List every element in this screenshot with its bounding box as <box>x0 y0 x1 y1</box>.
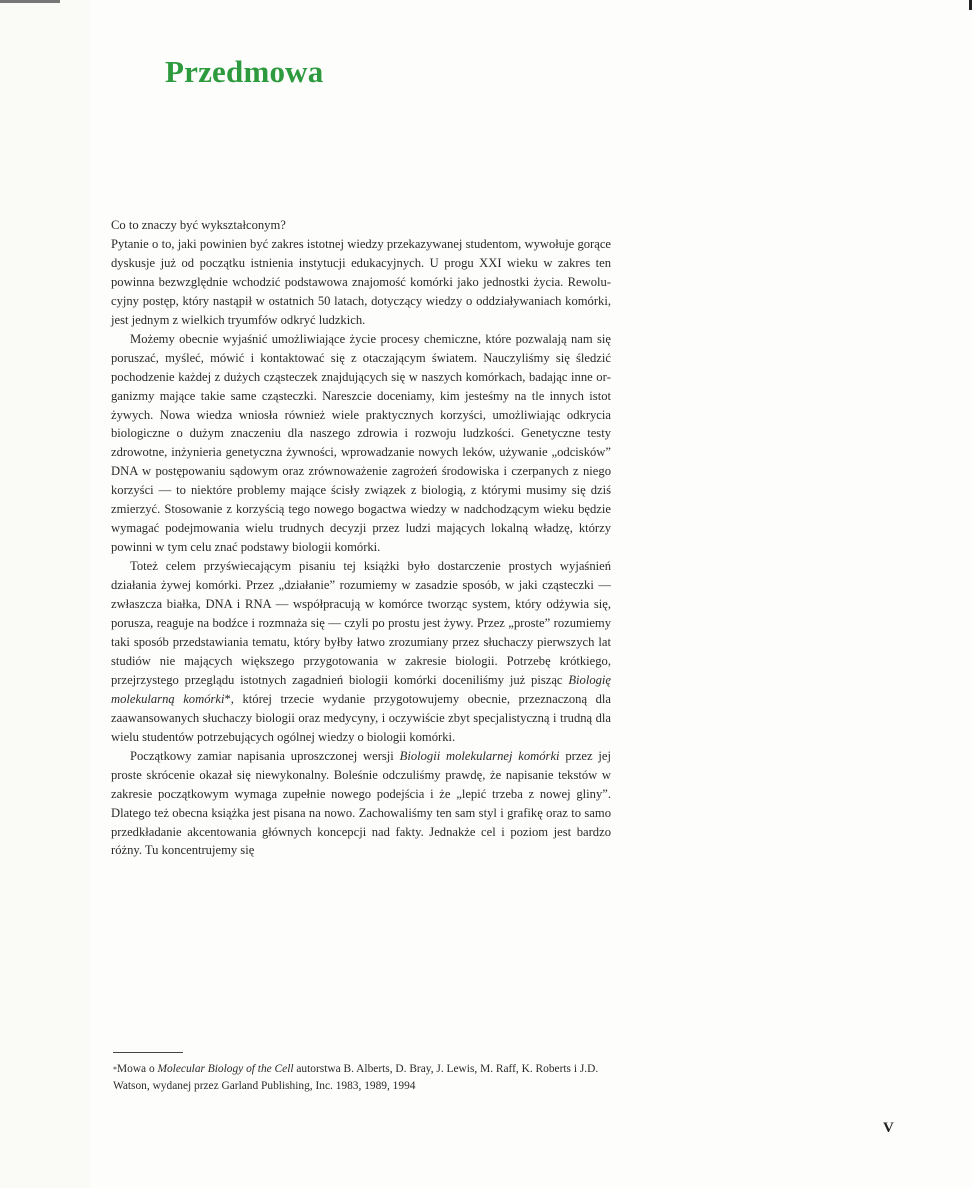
book-title-italic: Biologii molekularnej komórki <box>399 748 560 763</box>
page-margin <box>0 0 90 1188</box>
footnote-book-title: Molecular Biology of the Cell <box>157 1063 294 1075</box>
chapter-title: Przedmowa <box>165 54 324 89</box>
paragraph <box>111 747 611 861</box>
book-title-italic: Biologię molekularną komórki <box>111 672 611 706</box>
paragraph-text: Początkowy zamiar napisania uproszczonej wersji <box>130 748 394 763</box>
paragraph: Możemy obecnie wyjaśnić umożliwiające życie procesy chemiczne, które pozwalają nam się poruszać, myśleć, mówić i kontaktować się z otaczającym światem. Nauczyliśmy się śledzić pochodzenie każdej z dużych cząsteczek znajdujących się w naszych komórkach, badając inne organizmy mające takie same cząsteczki. Nareszcie doceniamy, kim jesteśmy na tle innych istot żywych. Nowa wiedza wniosła również wiele praktycznych korzyści, umożliwiając odkrycia biologiczne o dużym znaczeniu dla naszego zdrowia i rozwoju ludzkości. Genetyczne testy zdrowotne, inżynieria genetyczna żywności, wprowadzanie nowych leków, używanie „odcisków” DNA w postępowaniu sądowym oraz zrównoważenie zagrożeń środowiska i czerpanych z niego korzyści — to niektóre problemy mające ścisły związek z biologią, z którymi musimy się dziś zmierzyć. Stosowanie z korzyścią tego nowego bogactwa wiedzy w nadchodzącym wieku będzie wymagać podejmowania wielu trudnych decyzji przez ludzi mających lokalną władzę, którzy powinni w tym celu znać podstawy biologii komórki. <box>111 331 611 555</box>
paragraph-text: przez jej proste skrócenie okazał się niewykonalny. Boleśnie odczuliśmy prawdę, że napisanie tekstów w zakresie początkowym wymaga zupełnie nowego podejścia i że „lepić trzeba z nowej gliny”. Dlatego też obecna książka jest pisana na nowo. Zachowaliśmy ten sam styl i grafikę oraz to samo przedkładanie akcentowania głównych koncepcji nad fakty. Jednakże cel i poziom jest bardzo różny. Tu koncentrujemy się <box>111 748 611 858</box>
footnote-marker: * <box>113 1065 117 1074</box>
paragraph-text: *, której trzecie wydanie przygotowujemy obecnie, przeznaczoną dla zaawansowanych słuchaczy biologii oraz medycyny, i oczywiście zbyt specjalistyczną i trudną dla wielu studentów potrzebujących ogólnej wiedzy o biologii komórki. <box>111 691 612 744</box>
body-text <box>111 216 611 860</box>
footnote-prefix: Mowa o <box>117 1063 158 1075</box>
paragraph-text: Toteż celem przyświecającym pisaniu tej książki było dostarczenie prostych wyjaśnień działania żywej komórki. Przez „działanie” rozumiemy w zasadzie sposób, w jaki cząsteczki — zwłaszcza białka, DNA i RNA — współpracują w komórce tworząc system, który odżywia się, porusza, reaguje na bodźce i rozmnaża się — czyli po prostu jest żywy. Przez „proste” rozumiemy taki sposób przedstawiania tematu, który byłby łatwo zrozumiany przez słuchaczy pierwszych lat studiów nie mających większego przygotowania w zakresie biologii. Potrzebę krótkiego, przejrzystego przeglądu istotnych zagadnień biologii komórki doceniliśmy już pisząc <box>111 559 611 687</box>
paragraph <box>111 557 611 747</box>
footnote <box>113 1061 613 1095</box>
footnote-suffix: autorstwa B. Alberts, D. Bray, J. Lewis, M. Raff, K. Roberts i J.D. Watson, wydanej przez Garland Publishing, Inc. 1983, 1989, 1994 <box>113 1063 599 1092</box>
paragraph: Pytanie o to, jaki powinien być zakres istotnej wiedzy przekazywanej studentom, wywołuje gorące dyskusje już od początku istnienia instytucji edukacyjnych. U progu XXI wieku w zakres ten powinna bezwzględnie wchodzić podstawowa znajomość komórki jako jednostki życia. Rewolucyjny postęp, który nastąpił w ostatnich 50 latach, dotyczący wiedzy o oddziaływaniach komórki, jest jednym z wielkich tryumfów odkryć ludzkich. <box>111 236 611 327</box>
paragraph: Co to znaczy być wykształconym? <box>111 218 286 232</box>
scan-edge-mark <box>0 0 60 3</box>
footnote-divider <box>113 1052 183 1053</box>
page-number: V <box>883 1120 894 1136</box>
